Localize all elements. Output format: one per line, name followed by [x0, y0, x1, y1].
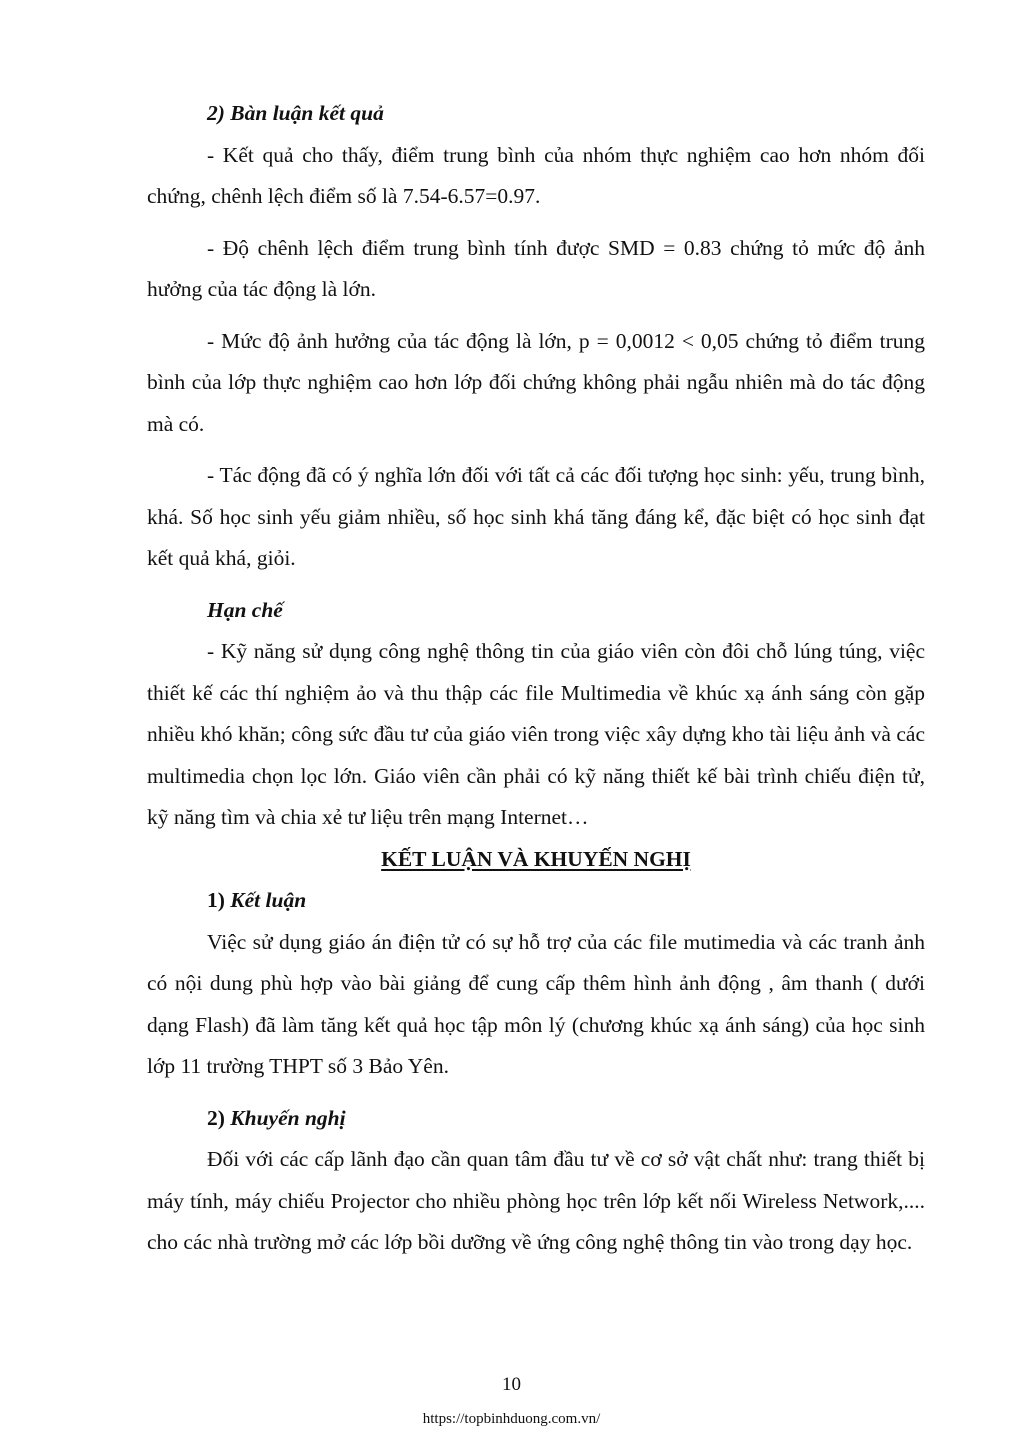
conclusion-heading	[147, 880, 925, 922]
results-paragraph-2: - Độ chênh lệch điểm trung bình tính được SMD = 0.83 chứng tỏ mức độ ảnh hưởng của tác động là lớn.	[147, 235, 925, 301]
document-body	[147, 93, 925, 1264]
page-number: 10	[502, 1374, 521, 1395]
conclusion-section-title: KẾT LUẬN VÀ KHUYẾN NGHỊ	[381, 846, 691, 871]
recommendation-number: 2)	[207, 1105, 225, 1130]
results-paragraph-4: - Tác động đã có ý nghĩa lớn đối với tất cả các đối tượng học sinh: yếu, trung bình, khá. Số học sinh yếu giảm nhiều, số học sinh khá tăng đáng kể, đặc biệt có học sinh đạt kết quả khá, giỏi.	[147, 463, 925, 570]
footer-url: https://topbinhduong.com.vn/	[422, 1411, 601, 1427]
recommendation-heading	[147, 1098, 925, 1140]
recommendation-paragraph: Đối với các cấp lãnh đạo cần quan tâm đầu tư về cơ sở vật chất như: trang thiết bị máy tính, máy chiếu Projector cho nhiều phòng học trên lớp kết nối Wireless Network,.... cho các nhà trường mở các lớp bồi dưỡng về ứng công nghệ thông tin vào trong dạy học.	[147, 1147, 925, 1254]
conclusion-paragraph: Việc sử dụng giáo án điện tử có sự hỗ trợ của các file mutimedia và các tranh ảnh có nội dung phù hợp vào bài giảng để cung cấp thêm hình ảnh động , âm thanh ( dưới dạng Flash) đã làm tăng kết quả học tập môn lý (chương khúc xạ ánh sáng) của học sinh lớp 11 trường THPT số 3 Bảo Yên.	[147, 929, 925, 1078]
conclusion-label: Kết luận	[230, 888, 307, 912]
conclusion-number: 1)	[207, 888, 225, 912]
results-paragraph-3: - Mức độ ảnh hưởng của tác động là lớn, p = 0,0012 < 0,05 chứng tỏ điểm trung bình của lớp thực nghiệm cao hơn lớp đối chứng không phải ngẫu nhiên mà do tác động mà có.	[147, 328, 925, 436]
results-paragraph-1: - Kết quả cho thấy, điểm trung bình của nhóm thực nghiệm cao hơn nhóm đối chứng, chênh lệch điểm số là 7.54-6.57=0.97.	[147, 142, 925, 208]
limitations-heading: Hạn chế	[207, 597, 283, 622]
recommendation-label: Khuyến nghị	[230, 1105, 346, 1130]
results-discussion-heading: 2) Bàn luận kết quả	[207, 101, 384, 125]
limitations-paragraph: - Kỹ năng sử dụng công nghệ thông tin của giáo viên còn đôi chỗ lúng túng, việc thiết kế các thí nghiệm ảo và thu thập các file Multimedia về khúc xạ ánh sáng còn gặp nhiều khó khăn; công sức đầu tư của giáo viên trong việc xây dựng kho tài liệu ảnh và các multimedia chọn lọc lớn. Giáo viên cần phải có kỹ năng thiết kế bài trình chiếu điện tử, kỹ năng tìm và chia xẻ tư liệu trên mạng Internet…	[147, 639, 925, 829]
